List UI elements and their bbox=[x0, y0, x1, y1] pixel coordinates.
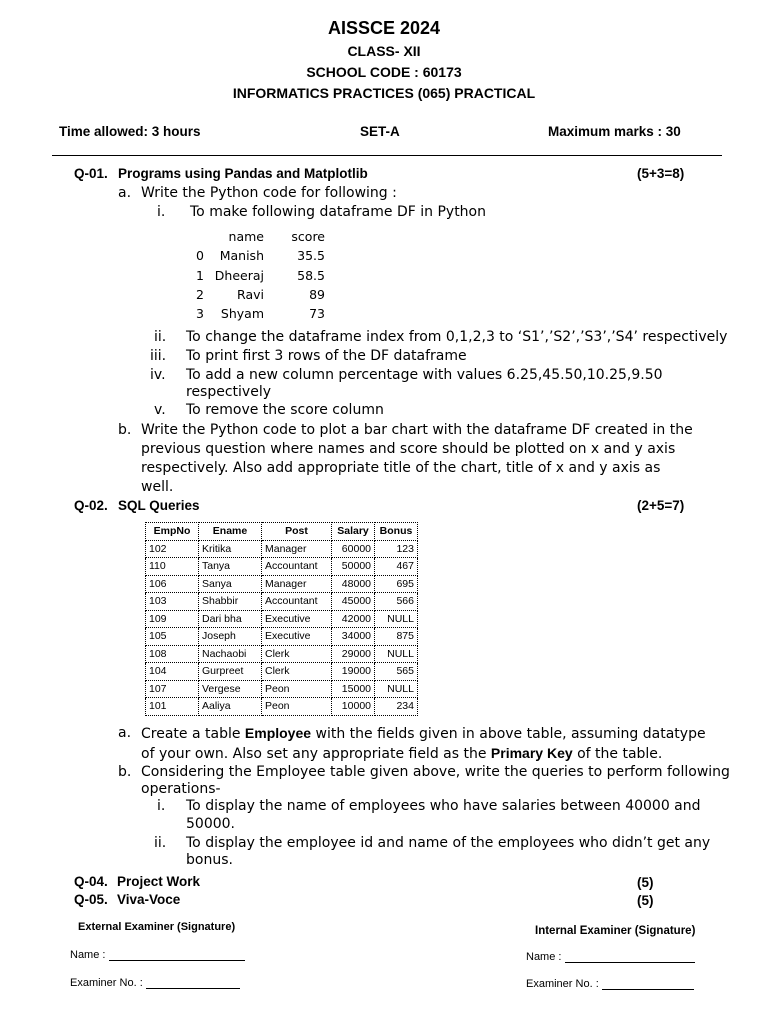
employee-table bbox=[145, 522, 418, 716]
table-row bbox=[146, 628, 418, 646]
q2-number: Q-02. bbox=[74, 498, 108, 513]
q1b-label: b. bbox=[118, 422, 132, 438]
df-score: 35.5 bbox=[297, 248, 325, 264]
class-label: CLASS- XII bbox=[347, 43, 421, 59]
table-row bbox=[146, 540, 418, 558]
emp-post: Manager bbox=[262, 575, 332, 593]
emp-ename: Vergese bbox=[199, 680, 262, 698]
q1a-v-label: v. bbox=[154, 402, 166, 418]
emp-empno: 105 bbox=[146, 628, 199, 646]
df-row bbox=[190, 246, 325, 265]
header-divider bbox=[52, 155, 722, 156]
df-name: Manish bbox=[219, 248, 264, 264]
q1b-text-3: respectively. Also add appropriate title of the chart, title of x and y axis as bbox=[141, 460, 661, 476]
exam-title: AISSCE 2024 bbox=[327, 18, 441, 38]
q2b-ii-text-1: To display the employee id and name of the employees who didn’t get any bbox=[186, 835, 711, 851]
df-index: 3 bbox=[196, 306, 204, 322]
emp-ename: Shabbir bbox=[199, 593, 262, 611]
emp-salary: 60000 bbox=[332, 540, 375, 558]
q4-number: Q-04. bbox=[74, 874, 108, 889]
emp-header-salary: Salary bbox=[332, 523, 375, 541]
emp-ename: Nachaobi bbox=[199, 645, 262, 663]
internal-examiner-signature: Internal Examiner (Signature) bbox=[535, 925, 696, 937]
emp-bonus: NULL bbox=[375, 610, 418, 628]
emp-header-bonus: Bonus bbox=[375, 523, 418, 541]
table-row bbox=[146, 610, 418, 628]
q5-number: Q-05. bbox=[74, 892, 108, 907]
internal-name-line bbox=[565, 961, 695, 963]
emp-ename: Kritika bbox=[199, 540, 262, 558]
emp-salary: 48000 bbox=[332, 575, 375, 593]
table-row bbox=[146, 558, 418, 576]
q1a-v-text: To remove the score column bbox=[186, 402, 384, 418]
q1a-iii-text: To print first 3 rows of the DF dataframe bbox=[186, 348, 467, 364]
set-label: SET-A bbox=[360, 124, 400, 139]
emp-ename: Dari bha bbox=[199, 610, 262, 628]
df-index: 2 bbox=[196, 287, 204, 303]
emp-empno: 104 bbox=[146, 663, 199, 681]
df-name: Shyam bbox=[220, 306, 264, 322]
internal-examiner-no-line bbox=[602, 988, 694, 990]
q2a-text-1-pre: Create a table bbox=[141, 726, 245, 742]
external-name-field bbox=[70, 949, 245, 961]
emp-post: Manager bbox=[262, 540, 332, 558]
time-allowed: Time allowed: 3 hours bbox=[59, 124, 201, 139]
emp-empno: 108 bbox=[146, 645, 199, 663]
emp-post: Peon bbox=[262, 698, 332, 716]
emp-salary: 29000 bbox=[332, 645, 375, 663]
emp-bonus: 467 bbox=[375, 558, 418, 576]
q2a-text-1-post: with the fields given in above table, assuming datatype bbox=[311, 726, 706, 742]
emp-ename: Joseph bbox=[199, 628, 262, 646]
q1a-iv-text: To add a new column percentage with values 6.25,45.50,10.25,9.50 bbox=[186, 367, 663, 383]
q2b-i-label: i. bbox=[157, 798, 166, 814]
table-row bbox=[146, 680, 418, 698]
df-index: 0 bbox=[196, 248, 204, 264]
internal-examiner-no-field bbox=[526, 978, 694, 990]
df-row bbox=[190, 304, 325, 323]
q1a-ii-text: To change the dataframe index from 0,1,2,3 to ‘S1’,’S2’,’S3’,’S4’ respectively bbox=[186, 329, 728, 345]
df-score: 58.5 bbox=[297, 267, 325, 283]
emp-post: Accountant bbox=[262, 558, 332, 576]
emp-salary: 10000 bbox=[332, 698, 375, 716]
external-examiner-no-label: Examiner No. : bbox=[70, 977, 143, 989]
emp-salary: 34000 bbox=[332, 628, 375, 646]
internal-examiner-no-label: Examiner No. : bbox=[526, 978, 599, 990]
df-index: 1 bbox=[196, 267, 204, 283]
q2b-ii-text-2: bonus. bbox=[186, 852, 233, 868]
df-name: Dheeraj bbox=[214, 267, 264, 283]
q1b-text-2: previous question where names and score should be plotted on x and y axis bbox=[141, 441, 676, 457]
emp-salary: 50000 bbox=[332, 558, 375, 576]
q1a-iv-text-cont: respectively bbox=[186, 384, 272, 400]
q2a-text-2-post: of the table. bbox=[572, 746, 663, 762]
emp-bonus: 695 bbox=[375, 575, 418, 593]
emp-empno: 103 bbox=[146, 593, 199, 611]
emp-post: Accountant bbox=[262, 593, 332, 611]
table-row bbox=[146, 698, 418, 716]
emp-ename: Tanya bbox=[199, 558, 262, 576]
df-score: 89 bbox=[309, 287, 325, 303]
subject-title: INFORMATICS PRACTICES (065) PRACTICAL bbox=[232, 85, 536, 101]
q1b-text-1: Write the Python code to plot a bar chart with the dataframe DF created in the bbox=[141, 422, 693, 438]
df-score: 73 bbox=[309, 306, 325, 322]
emp-empno: 109 bbox=[146, 610, 199, 628]
q1a-ii-label: ii. bbox=[154, 329, 167, 345]
q5-marks: (5) bbox=[637, 893, 654, 908]
emp-empno: 110 bbox=[146, 558, 199, 576]
q4-title: Project Work bbox=[117, 874, 201, 889]
emp-salary: 45000 bbox=[332, 593, 375, 611]
table-row bbox=[146, 663, 418, 681]
dataframe-table bbox=[190, 227, 325, 323]
emp-empno: 107 bbox=[146, 680, 199, 698]
df-header-score: score bbox=[291, 229, 325, 245]
emp-header-empno: EmpNo bbox=[146, 523, 199, 541]
emp-salary: 19000 bbox=[332, 663, 375, 681]
q1-number: Q-01. bbox=[74, 166, 108, 181]
q4-marks: (5) bbox=[637, 875, 654, 890]
q2b-ii-label: ii. bbox=[154, 835, 167, 851]
emp-empno: 102 bbox=[146, 540, 199, 558]
q2-title: SQL Queries bbox=[118, 498, 200, 513]
df-row bbox=[190, 285, 325, 304]
emp-bonus: 565 bbox=[375, 663, 418, 681]
q1-marks: (5+3=8) bbox=[637, 166, 685, 181]
emp-bonus: 123 bbox=[375, 540, 418, 558]
emp-bonus: NULL bbox=[375, 680, 418, 698]
emp-ename: Aaliya bbox=[199, 698, 262, 716]
max-marks: Maximum marks : 30 bbox=[548, 124, 681, 139]
q5-title: Viva-Voce bbox=[117, 892, 181, 907]
q2b-i-text-1: To display the name of employees who have salaries between 40000 and bbox=[186, 798, 701, 814]
q1a-text: Write the Python code for following : bbox=[141, 185, 397, 201]
emp-ename: Gurpreet bbox=[199, 663, 262, 681]
q2a-primary-key: Primary Key bbox=[490, 745, 573, 761]
q2b-i-text-2: 50000. bbox=[186, 816, 235, 832]
q1a-iv-label: iv. bbox=[150, 367, 166, 383]
q2b-text-1: Considering the Employee table given above, write the queries to perform following bbox=[141, 764, 730, 780]
q2a-label: a. bbox=[118, 725, 132, 741]
df-header-name: name bbox=[228, 229, 264, 245]
emp-ename: Sanya bbox=[199, 575, 262, 593]
q1a-iii-label: iii. bbox=[150, 348, 167, 364]
emp-salary: 15000 bbox=[332, 680, 375, 698]
external-examiner-no-line bbox=[146, 987, 240, 989]
q1a-i-text: To make following dataframe DF in Python bbox=[190, 204, 486, 220]
q1a-label: a. bbox=[118, 185, 132, 201]
emp-empno: 101 bbox=[146, 698, 199, 716]
df-name: Ravi bbox=[237, 287, 264, 303]
emp-salary: 42000 bbox=[332, 610, 375, 628]
emp-post: Peon bbox=[262, 680, 332, 698]
emp-header-ename: Ename bbox=[199, 523, 262, 541]
q2-marks: (2+5=7) bbox=[637, 498, 685, 513]
table-row bbox=[146, 645, 418, 663]
q2a-text-1 bbox=[141, 725, 706, 742]
table-row bbox=[146, 593, 418, 611]
internal-name-label: Name : bbox=[526, 951, 562, 963]
emp-bonus: 566 bbox=[375, 593, 418, 611]
external-name-line bbox=[109, 959, 245, 961]
emp-bonus: 234 bbox=[375, 698, 418, 716]
emp-post: Clerk bbox=[262, 663, 332, 681]
q2b-label: b. bbox=[118, 764, 132, 780]
emp-post: Executive bbox=[262, 628, 332, 646]
school-code: SCHOOL CODE : 60173 bbox=[306, 64, 462, 80]
external-examiner-no-field bbox=[70, 977, 240, 989]
q2a-table-name: Employee bbox=[244, 725, 312, 741]
q1a-i-label: i. bbox=[157, 204, 166, 220]
emp-post: Executive bbox=[262, 610, 332, 628]
q2a-text-2 bbox=[141, 745, 662, 762]
emp-empno: 106 bbox=[146, 575, 199, 593]
q2b-text-2: operations- bbox=[141, 781, 221, 797]
emp-bonus: 875 bbox=[375, 628, 418, 646]
df-row bbox=[190, 266, 325, 285]
emp-bonus: NULL bbox=[375, 645, 418, 663]
q2a-text-2-pre: of your own. Also set any appropriate field as the bbox=[141, 746, 491, 762]
emp-post: Clerk bbox=[262, 645, 332, 663]
q1b-text-4: well. bbox=[141, 479, 174, 495]
external-name-label: Name : bbox=[70, 949, 106, 961]
external-examiner-signature: External Examiner (Signature) bbox=[78, 921, 236, 933]
table-row bbox=[146, 575, 418, 593]
emp-header-post: Post bbox=[262, 523, 332, 541]
q1-title: Programs using Pandas and Matplotlib bbox=[118, 166, 368, 181]
internal-name-field bbox=[526, 951, 695, 963]
